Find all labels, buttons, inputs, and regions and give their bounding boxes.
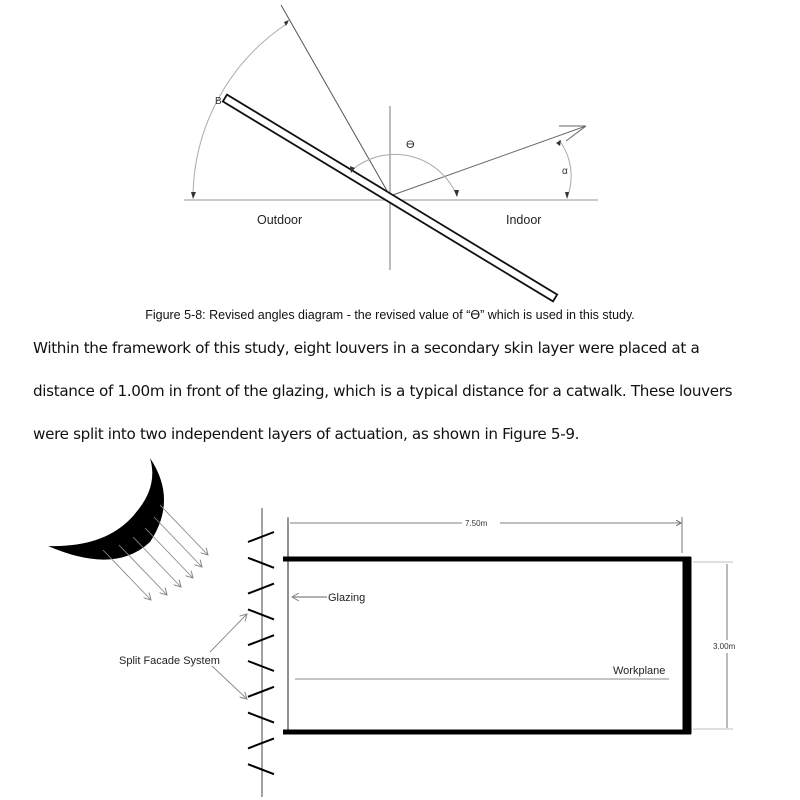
sun-ray-arrow — [160, 505, 208, 555]
body-text-line-1: Within the framework of this study, eight louvers in a secondary skin layer were placed at a — [33, 339, 700, 357]
alpha-label: α — [562, 166, 568, 177]
louver — [248, 661, 274, 671]
glazing-label: Glazing — [328, 592, 366, 604]
louvers — [248, 532, 274, 774]
crescent-sun-icon — [48, 458, 164, 560]
height-dimension-label: 3.00m — [713, 642, 736, 651]
body-text-line-2: distance of 1.00m in front of the glazing, which is a typical distance for a catwalk. These louvers — [33, 382, 733, 400]
louver — [248, 584, 274, 594]
sun-ray-arrow — [133, 537, 181, 587]
louver — [248, 558, 274, 568]
angles-diagram — [0, 0, 800, 305]
split-facade-label: Split Facade System — [119, 655, 220, 667]
outdoor-label: Outdoor — [257, 213, 303, 227]
beta-label: B — [215, 96, 222, 107]
sun-ray-line — [390, 126, 586, 196]
theta-label: ϴ — [406, 139, 415, 151]
body-text-line-3: were split into two independent layers of actuation, as shown in Figure 5-9. — [33, 425, 580, 443]
split-facade-arrow-lower — [212, 666, 247, 699]
figure-5-8-caption: Figure 5-8: Revised angles diagram - the revised value of “ϴ” which is used in this study. — [145, 308, 635, 322]
louver — [248, 713, 274, 723]
sun-ray-arrow — [119, 545, 167, 595]
workplane-label: Workplane — [613, 665, 666, 677]
sun-ray-arrow — [103, 550, 151, 600]
louver — [248, 635, 274, 645]
louver — [248, 609, 274, 619]
width-dimension-label: 7.50m — [465, 519, 488, 528]
louver — [248, 532, 274, 542]
louver — [248, 738, 274, 748]
sun-ray-arrow — [145, 528, 193, 578]
indoor-label: Indoor — [506, 213, 542, 227]
sun-ray-arrow — [154, 517, 202, 567]
split-facade-arrow-upper — [210, 614, 247, 652]
louver — [248, 687, 274, 697]
split-facade-diagram — [0, 450, 800, 800]
louver — [248, 764, 274, 774]
